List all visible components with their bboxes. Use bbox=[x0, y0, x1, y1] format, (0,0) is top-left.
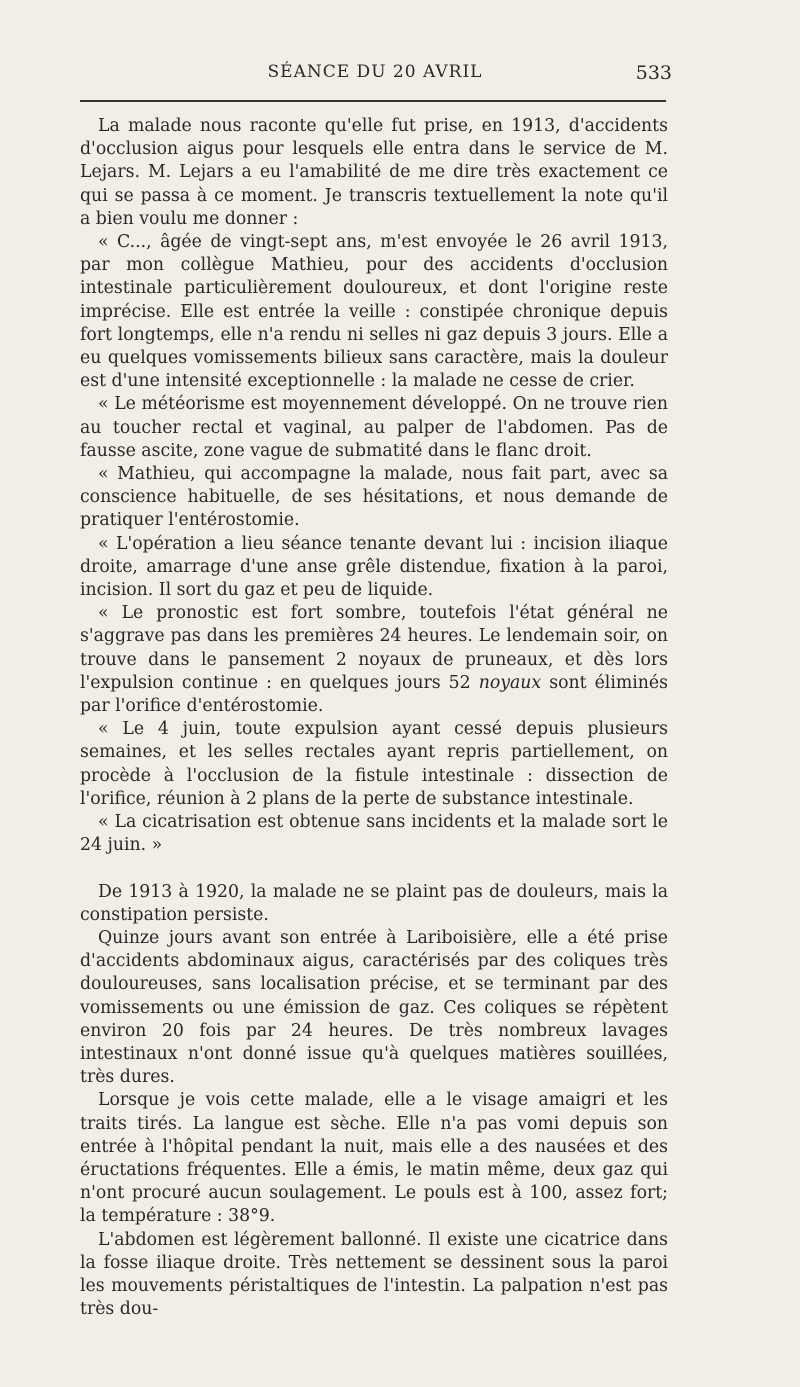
header-title: SÉANCE DU 20 AVRIL bbox=[267, 62, 483, 82]
paragraph: « Le météorisme est moyennement développé. On ne trouve rien au toucher rectal et vaginal, au palper de l'abdomen. Pas de fausse ascite, zone vague de submatité dans le flanc droit. bbox=[80, 394, 668, 461]
paragraph-text: « Le pronostic est fort sombre, toutefois l'état général ne s'aggrave pas dans les premières 24 heures. Le lendemain soir, on trouve dans le pansement 2 noyaux de pruneaux, et dès lors l'expulsion continue : en quelques jours 52 bbox=[80, 603, 668, 693]
paragraph: La malade nous raconte qu'elle fut prise, en 1913, d'accidents d'occlusion aigus pour lesquels elle entra dans le service de M. Lejars. M. Lejars a eu l'amabilité de me dire très exactement ce qui se passa à ce moment. Je transcris textuellement la note qu'il a bien voulu me donner : bbox=[80, 116, 668, 229]
paragraph-text: sont éliminés par l'orifice d'entérostomie. bbox=[80, 672, 668, 717]
paragraph: « L'opération a lieu séance tenante devant lui : incision iliaque droite, amarrage d'une anse grêle distendue, fixation à la paroi, incision. Il sort du gaz et peu de liquide. bbox=[80, 533, 668, 601]
paragraph: « Le 4 juin, toute expulsion ayant cessé depuis plusieurs semaines, et les selles rectales ayant repris partiellement, on procède à l'occlusion de la fistule intestinale : dissection de l'orifice, réunion à 2 plans de la perte de substance intestinale. bbox=[80, 719, 668, 809]
paragraph: « Mathieu, qui accompagne la malade, nous fait part, avec sa conscience habituelle, de ses hésitations, et nous demande de pratiquer l'entérostomie. bbox=[80, 464, 668, 531]
paragraph: Quinze jours avant son entrée à Lariboisière, elle a été prise d'accidents abdominaux aigus, caractérisés par des coliques très douloureuses, sans localisation précise, et se terminant par des vomissements ou une émission de gaz. Ces coliques se répètent environ 20 fois par 24 heures. De très nombreux lavages intestinaux n'ont donné issue qu'à quelques matières souillées, très dures. bbox=[80, 927, 668, 1088]
paragraph: De 1913 à 1920, la malade ne se plaint pas de douleurs, mais la constipation persiste. bbox=[80, 881, 668, 925]
page-number: 533 bbox=[635, 62, 672, 84]
paragraph: « La cicatrisation est obtenue sans incidents et la malade sort le 24 juin. » bbox=[80, 812, 668, 856]
header-rule bbox=[80, 100, 666, 102]
paragraph: « C..., âgée de vingt-sept ans, m'est envoyée le 26 avril 1913, par mon collègue Mathieu, pour des accidents d'occlusion intestinale particulièrement douloureux, et dont l'origine reste imprécise. Elle est entrée la veille : constipée chronique depuis fort longtemps, elle n'a rendu ni selles ni gaz depuis 3 jours. Elle a eu quelques vomissements bilieux sans caractère, mais la douleur est d'une intensité exceptionnelle : la malade ne cesse de crier. bbox=[80, 232, 668, 392]
italic-word: noyaux bbox=[478, 672, 542, 693]
paragraph: Lorsque je vois cette malade, elle a le visage amaigri et les traits tirés. La langue est sèche. Elle n'a pas vomi depuis son entrée à l'hôpital pendant la nuit, mais elle a des nausées et des éructations fréquentes. Elle a émis, le matin même, deux gaz qui n'ont procuré aucun soulagement. Le pouls est à 100, assez fort; la température : 38°9. bbox=[80, 1090, 668, 1227]
paragraph: L'abdomen est légèrement ballonné. Il existe une cicatrice dans la fosse iliaque droite. Très nettement se dessinent sous la paroi les mouvements péristaltiques de l'intestin. La palpation n'est pas très dou- bbox=[80, 1229, 668, 1320]
running-header bbox=[80, 60, 670, 90]
body-text bbox=[80, 115, 668, 1321]
paragraph bbox=[80, 602, 668, 718]
